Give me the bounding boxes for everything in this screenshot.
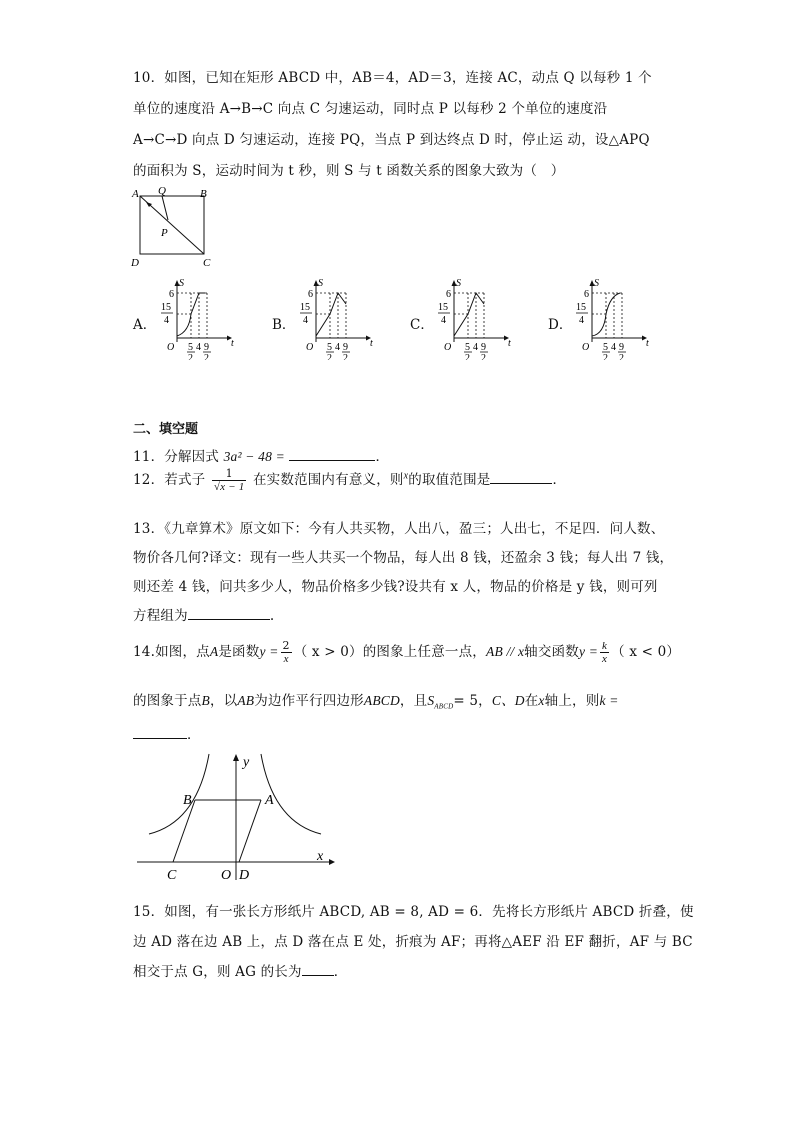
q11 [133,445,389,465]
label-x2b: 2 [343,353,348,360]
q13-suffix: . [269,608,275,624]
q14-x-axis: x [538,693,545,708]
q13-line-2: 物价各几何?译文：现有一些人共买一个物品，每人出 8 钱，还盈余 3 钱；每人出 7 钱， [133,550,674,566]
option-b-graph [294,276,376,360]
q14-area-val: = 5 [453,693,479,709]
label-t: t [508,338,511,349]
q15-line-2: 边 AD 落在边 AB 上，点 D 落在点 E 处，折痕为 AF；再将△AEF 沿 EF 翻折，AF 与 BC [133,934,693,950]
fig-label-a: A [132,188,139,200]
q12-var: x [403,470,409,482]
label-x4: 4 [335,342,340,353]
q11-answer-blank[interactable] [289,448,375,461]
q14-p1: 14.如图，点 [133,644,210,660]
q14-func2-num: k [602,640,608,652]
label-x2b: 2 [204,353,209,360]
option-c-label[interactable]: C． [410,317,434,333]
label-x2b: 2 [481,353,486,360]
label-s: S [318,278,323,289]
option-d-graph [570,276,652,360]
q14-k: k = [599,693,619,708]
fig-label-q: Q [158,186,166,197]
q14-fig-b: B [183,793,192,808]
label-x9: 9 [343,342,348,353]
q14-fig-a: A [265,793,274,808]
q14-fig-d: D [239,868,250,883]
q14-func1: y = [259,644,279,659]
q11-expression: 3a² − 48 = [223,449,285,464]
fig-label-p: P [161,227,168,239]
q14-fig-x: x [317,849,324,864]
label-x9: 9 [204,342,209,353]
label-x2: 2 [327,353,332,360]
q14-ab: AB [237,693,255,708]
q15-line-1: 15．如图，有一张长方形纸片 ABCD, AB = 8, AD = 6．先将长方形纸片 ABCD 折叠，使 [133,904,694,920]
q14-p2: 是函数 [218,644,260,660]
label-x5: 5 [603,342,608,353]
label-o: O [306,342,314,353]
label-s: S [594,278,599,289]
q14-answer-blank[interactable] [133,726,187,739]
q14-l2d: ，且 [399,693,428,709]
q14-l2g: 轴上，则 [544,693,600,709]
q10-line-2: 单位的速度沿 A→B→C 向点 C 匀速运动，同时点 P 以每秒 2 个单位的速度沿 [133,101,608,117]
label-x9: 9 [619,342,624,353]
q14-l2f: 在 [524,693,539,709]
q14-point-a: A [209,644,219,659]
label-6: 6 [584,289,589,300]
q14-line-2 [133,689,619,711]
q14-area-sub: ABCD [434,702,454,711]
label-x9: 9 [481,342,486,353]
q14-suffix: ． [187,727,201,743]
option-c-graph [432,276,514,360]
label-o: O [444,342,452,353]
q14-c1: （ x > 0）的图象上任意一点， [293,644,487,660]
label-x2: 2 [188,353,193,360]
q14-line-1 [133,640,680,665]
q14-line-3 [133,723,201,743]
q14-area-s: S [427,693,435,708]
q12-numerator: 1 [212,468,247,481]
fig-label-b: B [200,188,207,200]
fig-label-c: C [203,257,211,269]
label-x2: 2 [465,353,470,360]
q10-rectangle-figure [128,186,218,270]
q14-l2b: ，以 [209,693,238,709]
label-15: 15 [576,302,586,313]
label-4: 4 [441,315,446,326]
label-x2: 2 [603,353,608,360]
q14-abcd: ABCD [363,693,400,708]
q14-func2: y = [578,644,599,659]
q12-mid: 在实数范围内有意义，则 [252,472,404,488]
q14-c2: （ x < 0） [611,644,681,660]
section-2-title: 二、填空题 [133,422,199,437]
q11-prefix: 11．分解因式 [133,449,220,465]
q12-prefix: 12．若式子 [133,472,206,488]
q10-line-3: A→C→D 向点 D 匀速运动，连接 PQ，当点 P 到达终点 D 时，停止运 动，设△APQ [133,132,650,148]
q14-point-b: B [201,693,210,708]
q14-p3: 轴交函数 [524,644,579,660]
label-x4: 4 [611,342,616,353]
label-4: 4 [164,315,169,326]
label-x4: 4 [473,342,478,353]
q12-denominator: √x − 1 [213,481,245,493]
q13-line-4-text: 方程组为 [133,608,188,624]
q15-line-3 [133,960,347,980]
fig-label-d: D [131,257,139,269]
label-x5: 5 [188,342,193,353]
option-a-label[interactable]: A． [133,317,157,333]
label-t: t [646,338,649,349]
q15-line-3-text: 相交于点 G，则 AG 的长为 [133,964,302,980]
q14-fig-y: y [243,755,250,770]
q13-line-4 [133,604,274,624]
q13-line-1: 13．《九章算术》原文如下：今有人共买物，人出八，盈三；人出七，不足四．问人数、 [133,521,665,537]
label-15: 15 [438,302,448,313]
label-s: S [456,278,461,289]
q10-line-4: 的面积为 S，运动时间为 t 秒，则 S 与 t 函数关系的图象大致为（ ） [133,163,565,179]
label-o: O [167,342,175,353]
label-6: 6 [169,289,174,300]
q14-func2-den: x [602,653,608,665]
option-b-label[interactable]: B． [272,317,296,333]
q11-suffix: ． [375,449,390,465]
q14-l2e: ， [478,693,492,709]
label-15: 15 [300,302,310,313]
label-6: 6 [446,289,451,300]
q15-answer-blank[interactable] [302,963,334,976]
q10-line-1: 10．如图，已知在矩形 ABCD 中，AB＝4，AD＝3，连接 AC，动点 Q 以每秒 1 个 [133,70,652,86]
q13-answer-blank[interactable] [188,607,270,620]
label-o: O [582,342,590,353]
q14-func1-den: x [283,653,289,665]
q14-l2c: 为边作平行四边形 [254,693,364,709]
q12 [133,468,566,493]
option-d-label[interactable]: D． [548,317,573,333]
q13-line-3: 则还差 4 钱，问共多少人，物品价格多少钱?设共有 x 人，物品的价格是 y 钱，则可列 [133,579,658,595]
q14-ab-parallel: AB // x [486,644,525,659]
q12-tail: 的取值范围是 [408,472,491,488]
label-x2b: 2 [619,353,624,360]
q15-suffix: ． [333,964,348,980]
q12-suffix: ． [552,472,567,488]
label-x4: 4 [196,342,201,353]
label-x5: 5 [465,342,470,353]
label-15: 15 [161,302,171,313]
q12-answer-blank[interactable] [490,471,552,484]
label-x5: 5 [327,342,332,353]
q14-fig-c: C [167,868,177,883]
q14-fig-o: O [221,868,232,883]
option-a-graph [155,276,237,360]
label-s: S [179,278,184,289]
label-6: 6 [308,289,313,300]
label-t: t [231,338,234,349]
q14-figure [133,752,338,884]
label-t: t [370,338,373,349]
label-4: 4 [579,315,584,326]
q14-l2a: 的图象于点 [133,693,202,709]
label-4: 4 [303,315,308,326]
q14-func1-num: 2 [282,639,290,652]
q14-cd: C、D [491,693,525,708]
